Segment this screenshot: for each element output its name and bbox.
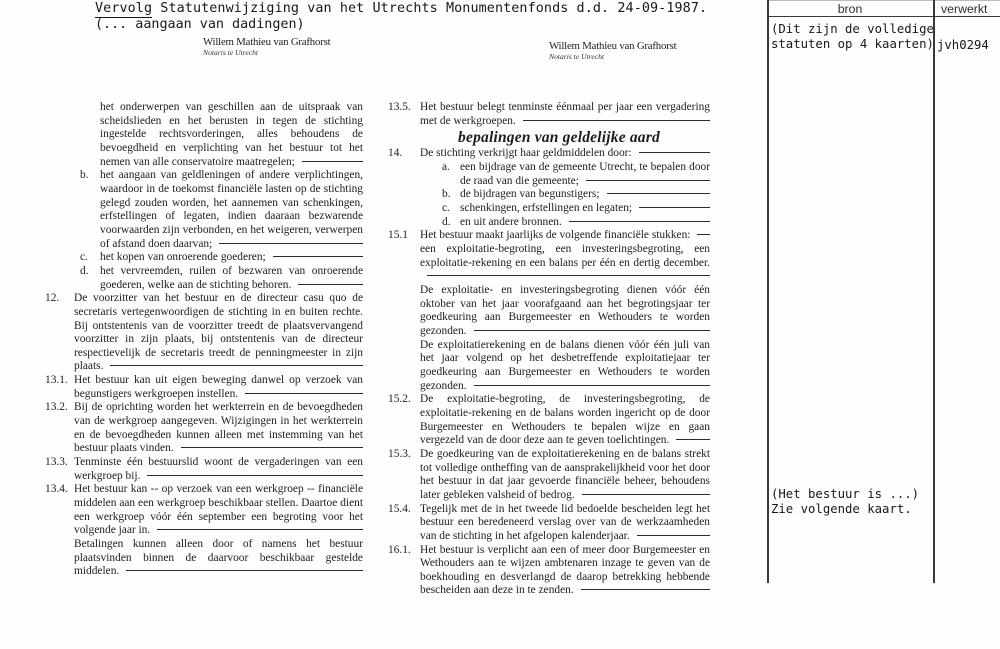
item-text: schenkingen, erfstellingen en legaten; (460, 202, 639, 214)
item-letter: d. (442, 215, 451, 228)
item-text: een exploitatie-begroting, een investeringsbegroting, een exploitatie-rekening en een balans per één en dertig december. (420, 243, 710, 282)
statute-item (45, 101, 363, 169)
statute-column-right (388, 101, 710, 598)
statute-item (388, 284, 710, 339)
item-number: 12. (45, 292, 60, 305)
statute-item (45, 265, 363, 292)
statute-item (45, 401, 363, 456)
item-text: het aangaan van geldleningen of andere verplichtingen, waardoor in de toekomst financiële lasten op de stichting gelegd zouden worden, het aannemen van schenkingen, erfstellingen of legaten, indien daaraan bezwarende voorwaarden zijn verbonden, en het weigeren, verwerpen of afstand doen daarvan; (100, 169, 363, 250)
statute-item (45, 292, 363, 374)
item-letter: b. (80, 169, 89, 182)
notary-name: Willem Mathieu van Grafhorst (549, 40, 677, 52)
statute-items-main (388, 147, 710, 598)
item-number: 13.5. (388, 101, 411, 113)
item-text: de bijdragen van begunstigers; (460, 188, 607, 200)
item-text: Betalingen kunnen alleen door of namens het bestuur plaatsvinden binnen de daarvoor beschikbaar gestelde middelen. (74, 538, 363, 578)
item-number: 15.3. (388, 447, 411, 460)
item-text: Het bestuur belegt tenminste éénmaal per jaar een vergadering met de werkgroepen. (420, 101, 710, 127)
item-text: De exploitatie- en investeringsbegroting dienen vóór één oktober van het jaar voorafgaand aan het begrotingsjaar ter goedkeuring aan Burgemeester en Wethouders te worden gezonden. (420, 284, 710, 337)
statute-item (388, 161, 710, 188)
statute-item (45, 456, 363, 483)
item-number: 13.4. (45, 483, 68, 496)
statute-column-left (45, 101, 363, 579)
item-text: De exploitatierekening en de balans dienen vóór één juli van het jaar volgend op het desbetreffende exploitatiejaar ter goedkeuring aan Burgemeester en Wethouders te worden gezonden. (420, 338, 710, 392)
notary-title: Notaris te Utrecht (203, 48, 258, 58)
sidebar-header-underline (767, 16, 1000, 17)
note-line: (Het bestuur is ...) (771, 487, 920, 501)
item-text: het onderwerpen van geschillen aan de uitspraak van scheidslieden en het berusten in tegen de stichting ingestelde rechtsvorderingen, alles behoudens de bevoegdheid en verplichting van het bestuur tot het nemen van alle conservatoire maatregelen; (100, 101, 363, 168)
notary-stamp (203, 37, 330, 57)
item-number: 13.1. (45, 374, 68, 387)
item-letter: c. (80, 251, 88, 264)
item-text: het vervreemden, ruilen of bezwaren van onroerende goederen, welke aan de stichting behoren. (100, 264, 363, 291)
statute-item (388, 147, 710, 161)
sidebar-header-verwerkt: verwerkt (941, 2, 988, 16)
item-text: De exploitatie-begroting, de investeringsbegroting, de exploitatie-rekening en de balans worden ingericht op de door Burgemeester en Wethouders te bepalen wijze en gaan vergezeld van de door deze aan te geven toelichtingen. (420, 393, 710, 447)
verwerkt-value: jvh0294 (937, 38, 989, 52)
statute-item (388, 448, 710, 503)
statute-item (388, 243, 710, 284)
item-number: 15.2. (388, 393, 411, 406)
item-text: Tenminste één bestuurslid woont de vergaderingen van een werkgroep bij. (74, 456, 363, 482)
item-text: Tegelijk met de in het tweede lid bedoelde bescheiden legt het bestuur een beredeneerd verslag over van de werkzaamheden van de stichting in het afgelopen kalenderjaar. (420, 502, 710, 542)
sidebar-left-divider-line (767, 0, 769, 583)
item-text: en uit andere bronnen. (460, 216, 569, 228)
sidebar-middle-divider-line (933, 0, 935, 583)
statute-item (45, 169, 363, 251)
statute-item (45, 483, 363, 538)
item-number: 15.1 (388, 229, 408, 242)
card-title-underlined-word: Vervolg (95, 1, 153, 16)
note-line: Zie volgende kaart. (771, 502, 912, 517)
item-text: een bijdrage van de gemeente Utrecht, te bepalen door de raad van die gemeente; (460, 161, 710, 187)
statute-item (388, 202, 710, 216)
item-letter: b. (442, 188, 451, 201)
item-number: 14. (388, 147, 403, 160)
sidebar-header-bron: bron (837, 2, 863, 16)
note-line: statuten op 4 kaarten) (771, 37, 934, 52)
item-text: Het bestuur maakt jaarlijks de volgende financiële stukken: (420, 229, 697, 241)
statute-item (388, 503, 710, 544)
item-number: 13.2. (45, 401, 68, 414)
bron-note-top (771, 22, 934, 52)
statute-item (388, 229, 710, 243)
notary-stamp (549, 41, 676, 61)
bron-note-bottom (771, 487, 919, 517)
card-title (95, 1, 707, 16)
statute-item (388, 544, 710, 599)
statute-item (45, 374, 363, 401)
card-subtitle: (... aangaan van dadingen) (95, 17, 305, 32)
item-text: het kopen van onroerende goederen; (100, 251, 273, 263)
statute-item (388, 101, 710, 128)
item-number: 13.3. (45, 456, 68, 469)
notary-title: Notaris te Utrecht (549, 52, 604, 62)
statute-item (388, 393, 710, 448)
note-line: (Dit zijn de volledige (771, 22, 934, 36)
item-text: Het bestuur kan uit eigen beweging danwel op verzoek van begunstigers werkgroepen instellen. (74, 374, 363, 400)
item-number: 16.1. (388, 543, 411, 556)
notary-name: Willem Mathieu van Grafhorst (203, 36, 331, 48)
statute-item (388, 216, 710, 230)
item-text: Het bestuur kan -- op verzoek van een werkgroep -- financiële middelen aan een werkgroep beschikbaar stellen. Daartoe dient een werkgroep vóór één september een begroting voor het volgende jaar in. (74, 483, 363, 537)
item-letter: a. (442, 161, 450, 174)
item-number: 15.4. (388, 502, 411, 515)
item-text: De voorzitter van het bestuur en de directeur casu quo de secretaris vertegenwoordigen de stichting in en buiten rechte. Bij ontstentenis van de voorzitter treedt de plaatsvervangend voorzitter in zijn plaats, bij ontstentenis van de directeur respectievelijk de secretaris treedt de penningmeester in zijn plaats. (74, 292, 363, 373)
item-text: Het bestuur is verplicht aan een of meer door Burgemeester en Wethouders aan te wijzen ambtenaren inzage te geven van de boekhouding en desverlangd de daarop betrekking hebbende bescheiden aan deze in te zenden. (420, 543, 710, 597)
statute-items-top (388, 101, 710, 128)
item-letter: d. (80, 264, 89, 277)
statute-item (45, 251, 363, 265)
statute-item (45, 538, 363, 579)
item-letter: c. (442, 202, 450, 215)
statute-item (388, 339, 710, 394)
item-text: De goedkeuring van de exploitatierekening en de balans strekt tot volledige ontheffing van de aansprakelijkheid voor het door het bestuur in dat jaar gevoerde financiële beheer, behoudens later gebleken valsheid of bedrog. (420, 447, 710, 501)
section-heading: bepalingen van geldelijke aard (458, 128, 660, 146)
statute-item (388, 188, 710, 202)
sidebar-top-edge-line (767, 0, 1000, 1)
item-text: De stichting verkrijgt haar geldmiddelen door: (420, 147, 639, 159)
card-title-rest: Statutenwijziging van het Utrechts Monumentenfonds d.d. 24-09-1987. (152, 1, 708, 16)
item-text: Bij de oprichting worden het werkterrein en de bevoegdheden van de werkgroep aangegeven. Wijzigingen in het werkterrein en de bevoegdheden kunnen alleen met instemming van het bestuur plaats vinden. (74, 401, 363, 455)
